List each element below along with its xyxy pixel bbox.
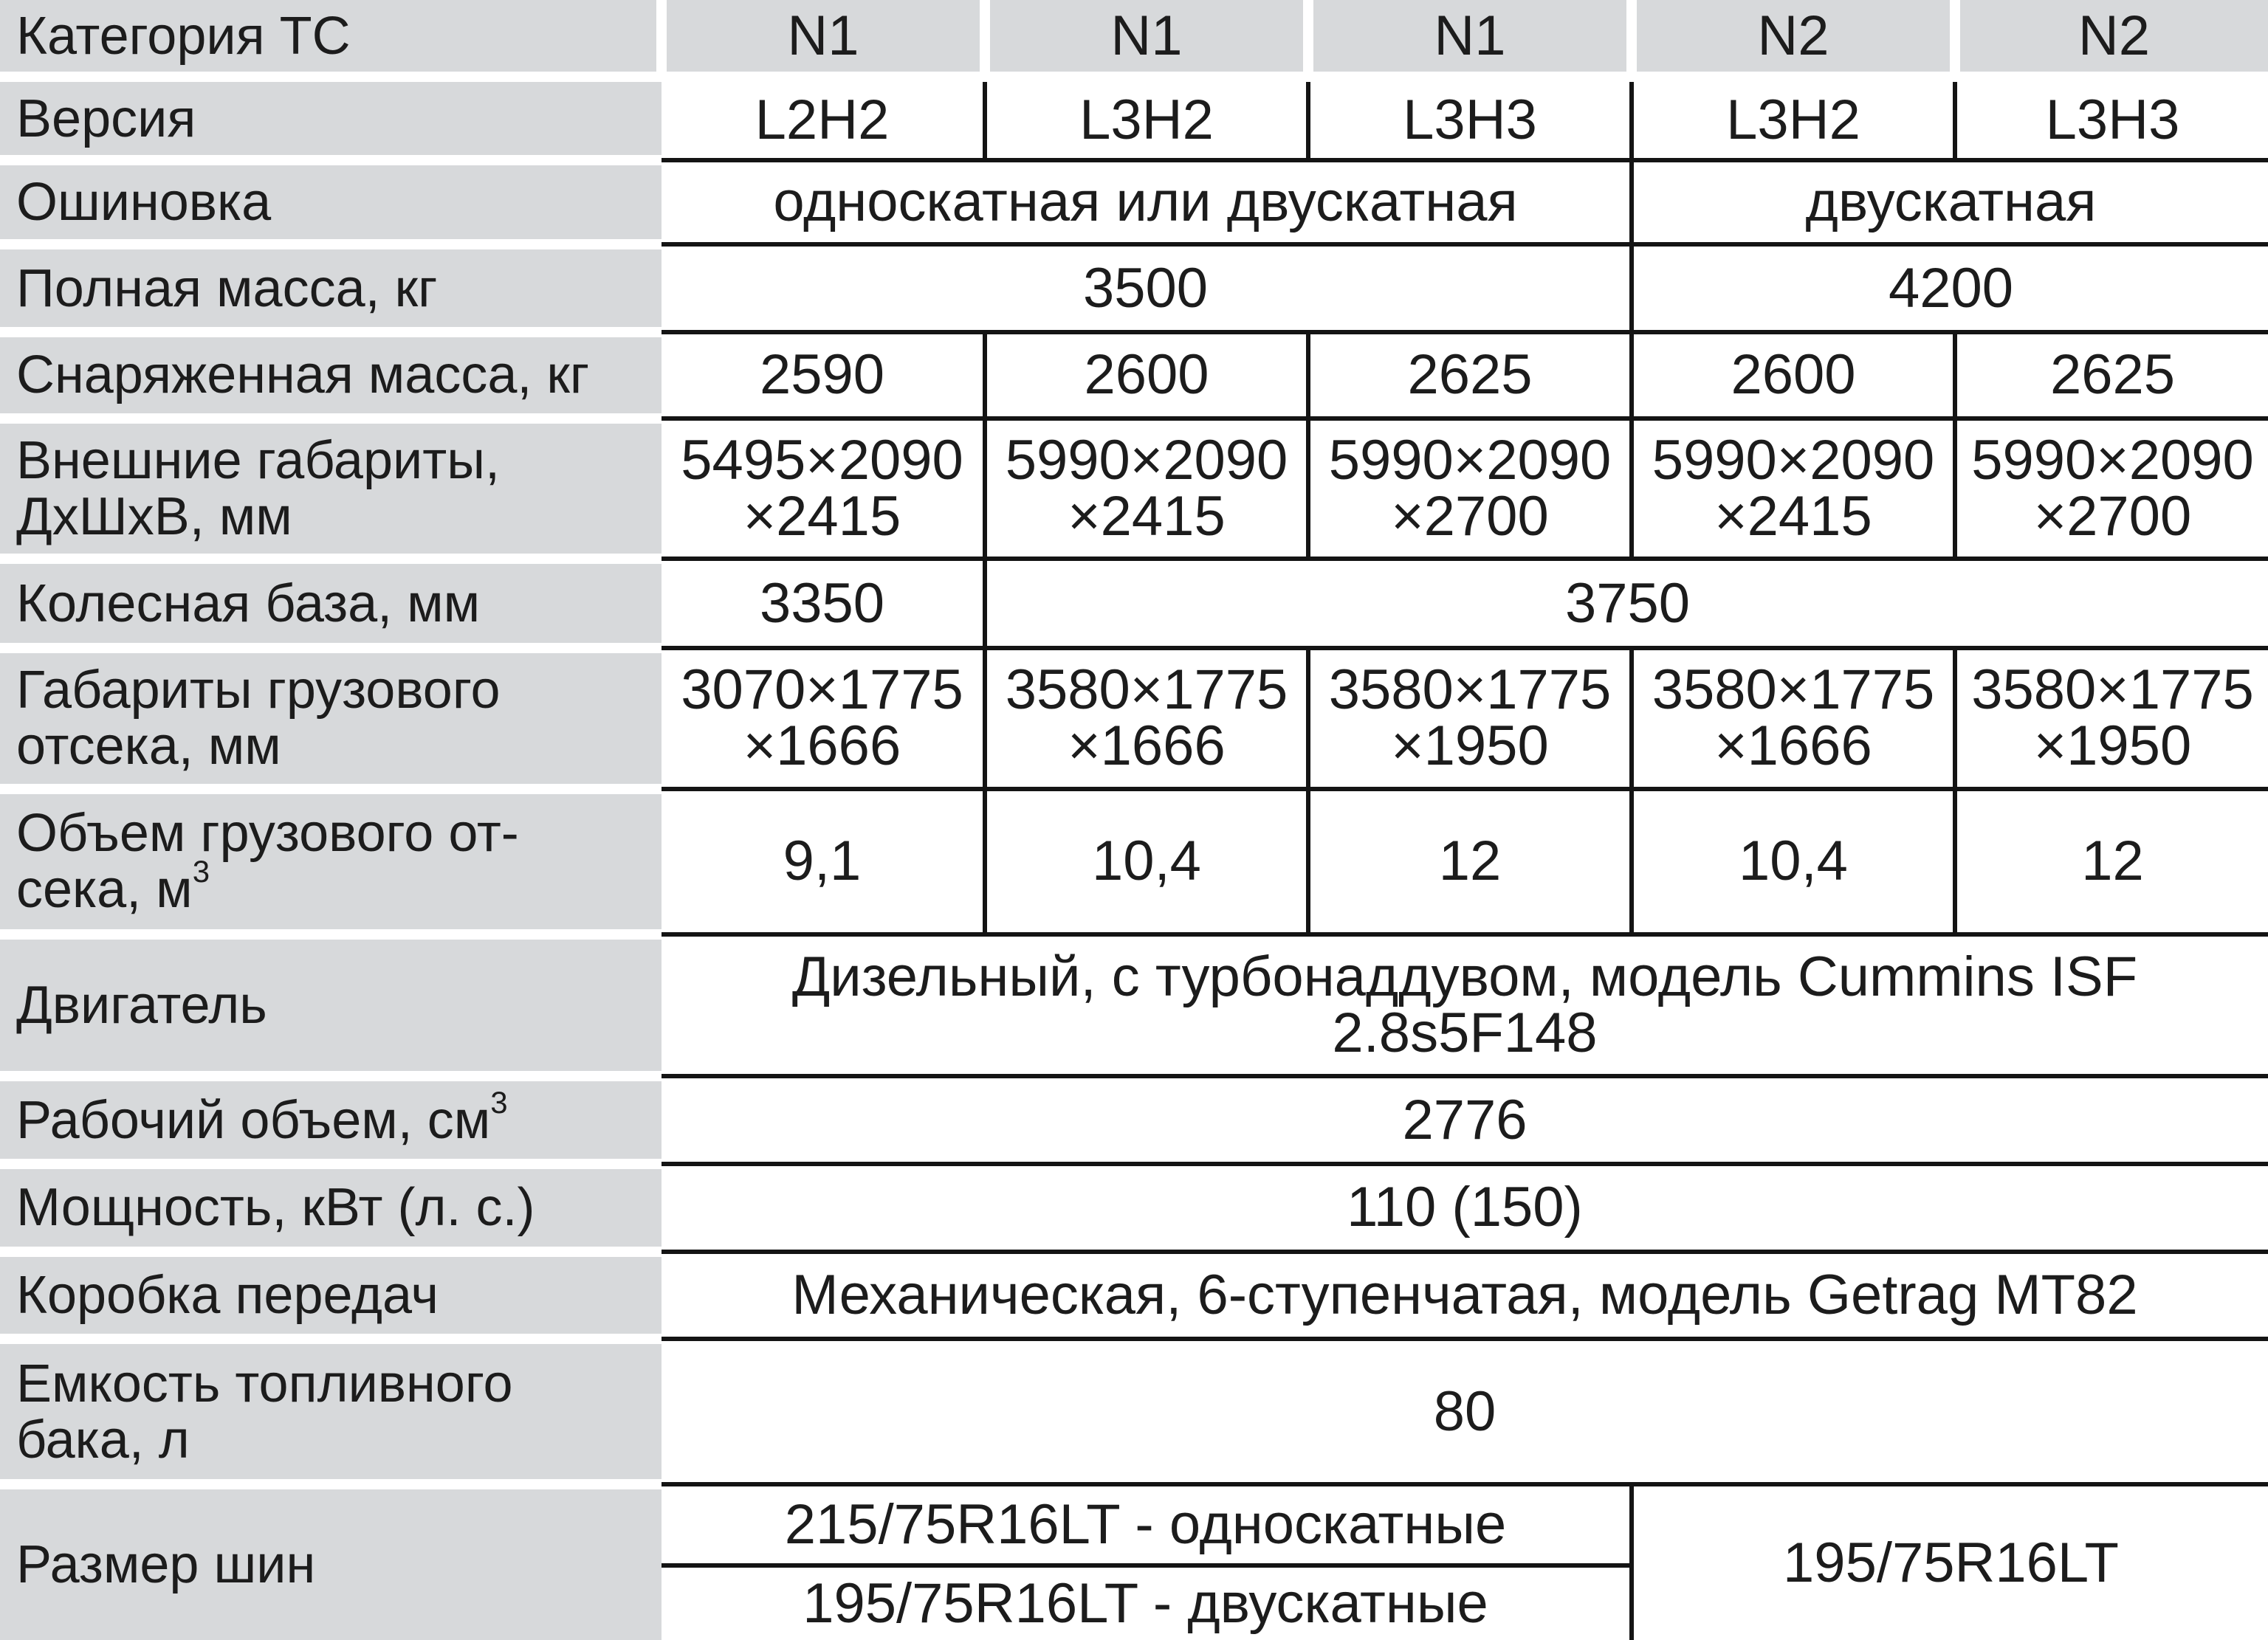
category-cell: N1	[985, 0, 1308, 77]
wheelbase-rest-cell: 3750	[985, 559, 2268, 648]
label-displacement-text: Рабочий объем, см	[16, 1090, 491, 1150]
curb-mass-cell: 2600	[985, 332, 1308, 418]
cargo-dimensions-line2: ×1666	[743, 714, 901, 778]
dimensions-cell	[1955, 418, 2268, 559]
label-dimensions-line1: Внешние габариты,	[16, 430, 500, 490]
dimensions-cell	[985, 418, 1308, 559]
cargo-dimensions-line2: ×1950	[2033, 714, 2192, 778]
superscript-3: 3	[192, 854, 210, 889]
dimensions-line1: 5990×2090	[1971, 428, 2254, 492]
gearbox-cell: Механическая, 6-ступенчатая, модель Getrag MT82	[662, 1252, 2268, 1340]
cargo-dimensions-line1: 3070×1775	[681, 658, 963, 722]
label-tire-size: Размер шин	[0, 1484, 662, 1640]
cargo-dimensions-line1: 3580×1775	[1328, 658, 1612, 722]
cargo-dimensions-cell	[662, 648, 985, 789]
cargo-dimensions-line2: ×1950	[1391, 714, 1549, 778]
displacement-cell: 2776	[662, 1076, 2268, 1164]
row-tire-size	[0, 1484, 2268, 1565]
category-cell: N2	[1632, 0, 1955, 77]
dimensions-line1: 5495×2090	[681, 428, 963, 492]
row-cargo-volume	[0, 789, 2268, 934]
label-gross-mass: Полная масса, кг	[0, 244, 662, 332]
label-fuel-tank-line2: бака, л	[16, 1410, 190, 1470]
label-dimensions-line2: ДхШхВ, мм	[16, 486, 292, 546]
cargo-dimensions-line2: ×1666	[1068, 714, 1226, 778]
cargo-dimensions-line1: 3580×1775	[1652, 658, 1935, 722]
dimensions-cell	[1632, 418, 1955, 559]
label-cargo-dimensions	[0, 648, 662, 789]
label-cargo-volume	[0, 789, 662, 934]
cargo-dimensions-line1: 3580×1775	[1971, 658, 2254, 722]
engine-line2: 2.8s5F148	[1332, 1002, 1598, 1065]
row-cargo-dimensions	[0, 648, 2268, 789]
curb-mass-cell: 2625	[1308, 332, 1632, 418]
label-cargo-dimensions-line1: Габариты грузового	[16, 661, 501, 720]
tire-size-n1-dual-cell: 195/75R16LT - двускатные	[662, 1565, 1632, 1640]
label-cargo-volume-text: сека, м	[16, 860, 193, 920]
category-cell: N1	[1308, 0, 1632, 77]
dimensions-cell	[1308, 418, 1632, 559]
row-dimensions	[0, 418, 2268, 559]
label-wheelbase: Колесная база, мм	[0, 559, 662, 648]
dimensions-line1: 5990×2090	[1328, 428, 1612, 492]
gross-mass-n1-cell: 3500	[662, 244, 1632, 332]
superscript-3: 3	[490, 1084, 508, 1120]
cargo-dimensions-cell	[985, 648, 1308, 789]
label-fuel-tank-line1: Емкость топливного	[16, 1354, 513, 1413]
dimensions-line1: 5990×2090	[1005, 428, 1288, 492]
label-cargo-volume-line1: Объем грузового от-	[16, 804, 519, 864]
dimensions-line2: ×2700	[2033, 484, 2192, 548]
version-cell: L3H3	[1955, 77, 2268, 160]
label-gearbox: Коробка передач	[0, 1252, 662, 1340]
row-gross-mass	[0, 244, 2268, 332]
label-curb-mass: Снаряженная масса, кг	[0, 332, 662, 418]
row-tires-config	[0, 160, 2268, 245]
cargo-dimensions-cell	[1308, 648, 1632, 789]
row-gearbox	[0, 1252, 2268, 1340]
curb-mass-cell: 2600	[1632, 332, 1955, 418]
dimensions-line1: 5990×2090	[1652, 428, 1935, 492]
cargo-volume-cell: 9,1	[662, 789, 985, 934]
dimensions-line2: ×2415	[743, 484, 901, 548]
dimensions-line2: ×2700	[1391, 484, 1549, 548]
label-version: Версия	[0, 77, 662, 160]
cargo-volume-cell: 12	[1308, 789, 1632, 934]
category-cell: N1	[662, 0, 985, 77]
row-wheelbase	[0, 559, 2268, 648]
row-power	[0, 1164, 2268, 1252]
label-power: Мощность, кВт (л. с.)	[0, 1164, 662, 1252]
tire-size-n1-single-cell: 215/75R16LT - односкатные	[662, 1484, 1632, 1565]
tire-size-n2-cell: 195/75R16LT	[1632, 1484, 2268, 1640]
version-cell: L3H3	[1308, 77, 1632, 160]
tires-config-n1-cell: односкатная или двускатная	[662, 160, 1632, 245]
row-version	[0, 77, 2268, 160]
engine-line1: Дизельный, с турбонаддувом, модель Cummins ISF	[791, 945, 2138, 1009]
label-displacement	[0, 1076, 662, 1164]
row-curb-mass	[0, 332, 2268, 418]
fuel-tank-cell: 80	[662, 1339, 2268, 1484]
label-tires-config: Ошиновка	[0, 160, 662, 245]
gross-mass-n2-cell: 4200	[1632, 244, 2268, 332]
cargo-dimensions-line2: ×1666	[1714, 714, 1872, 778]
cargo-volume-cell: 12	[1955, 789, 2268, 934]
row-engine	[0, 934, 2268, 1077]
cargo-dimensions-line1: 3580×1775	[1005, 658, 1288, 722]
cargo-volume-cell: 10,4	[1632, 789, 1955, 934]
cargo-dimensions-cell	[1632, 648, 1955, 789]
label-category: Категория ТС	[0, 0, 662, 77]
version-cell: L3H2	[1632, 77, 1955, 160]
cargo-volume-cell: 10,4	[985, 789, 1308, 934]
engine-cell	[662, 934, 2268, 1077]
label-cargo-volume-line2	[16, 854, 662, 920]
dimensions-cell	[662, 418, 985, 559]
category-cell: N2	[1955, 0, 2268, 77]
label-fuel-tank	[0, 1339, 662, 1484]
curb-mass-cell: 2590	[662, 332, 985, 418]
cargo-dimensions-cell	[1955, 648, 2268, 789]
label-cargo-dimensions-line2: отсека, мм	[16, 717, 281, 776]
tires-config-n2-cell: двускатная	[1632, 160, 2268, 245]
power-cell: 110 (150)	[662, 1164, 2268, 1252]
label-dimensions	[0, 418, 662, 559]
label-engine: Двигатель	[0, 934, 662, 1077]
dimensions-line2: ×2415	[1068, 484, 1226, 548]
row-fuel-tank	[0, 1339, 2268, 1484]
dimensions-line2: ×2415	[1714, 484, 1872, 548]
version-cell: L3H2	[985, 77, 1308, 160]
row-displacement	[0, 1076, 2268, 1164]
wheelbase-first-cell: 3350	[662, 559, 985, 648]
version-cell: L2H2	[662, 77, 985, 160]
row-category	[0, 0, 2268, 77]
curb-mass-cell: 2625	[1955, 332, 2268, 418]
